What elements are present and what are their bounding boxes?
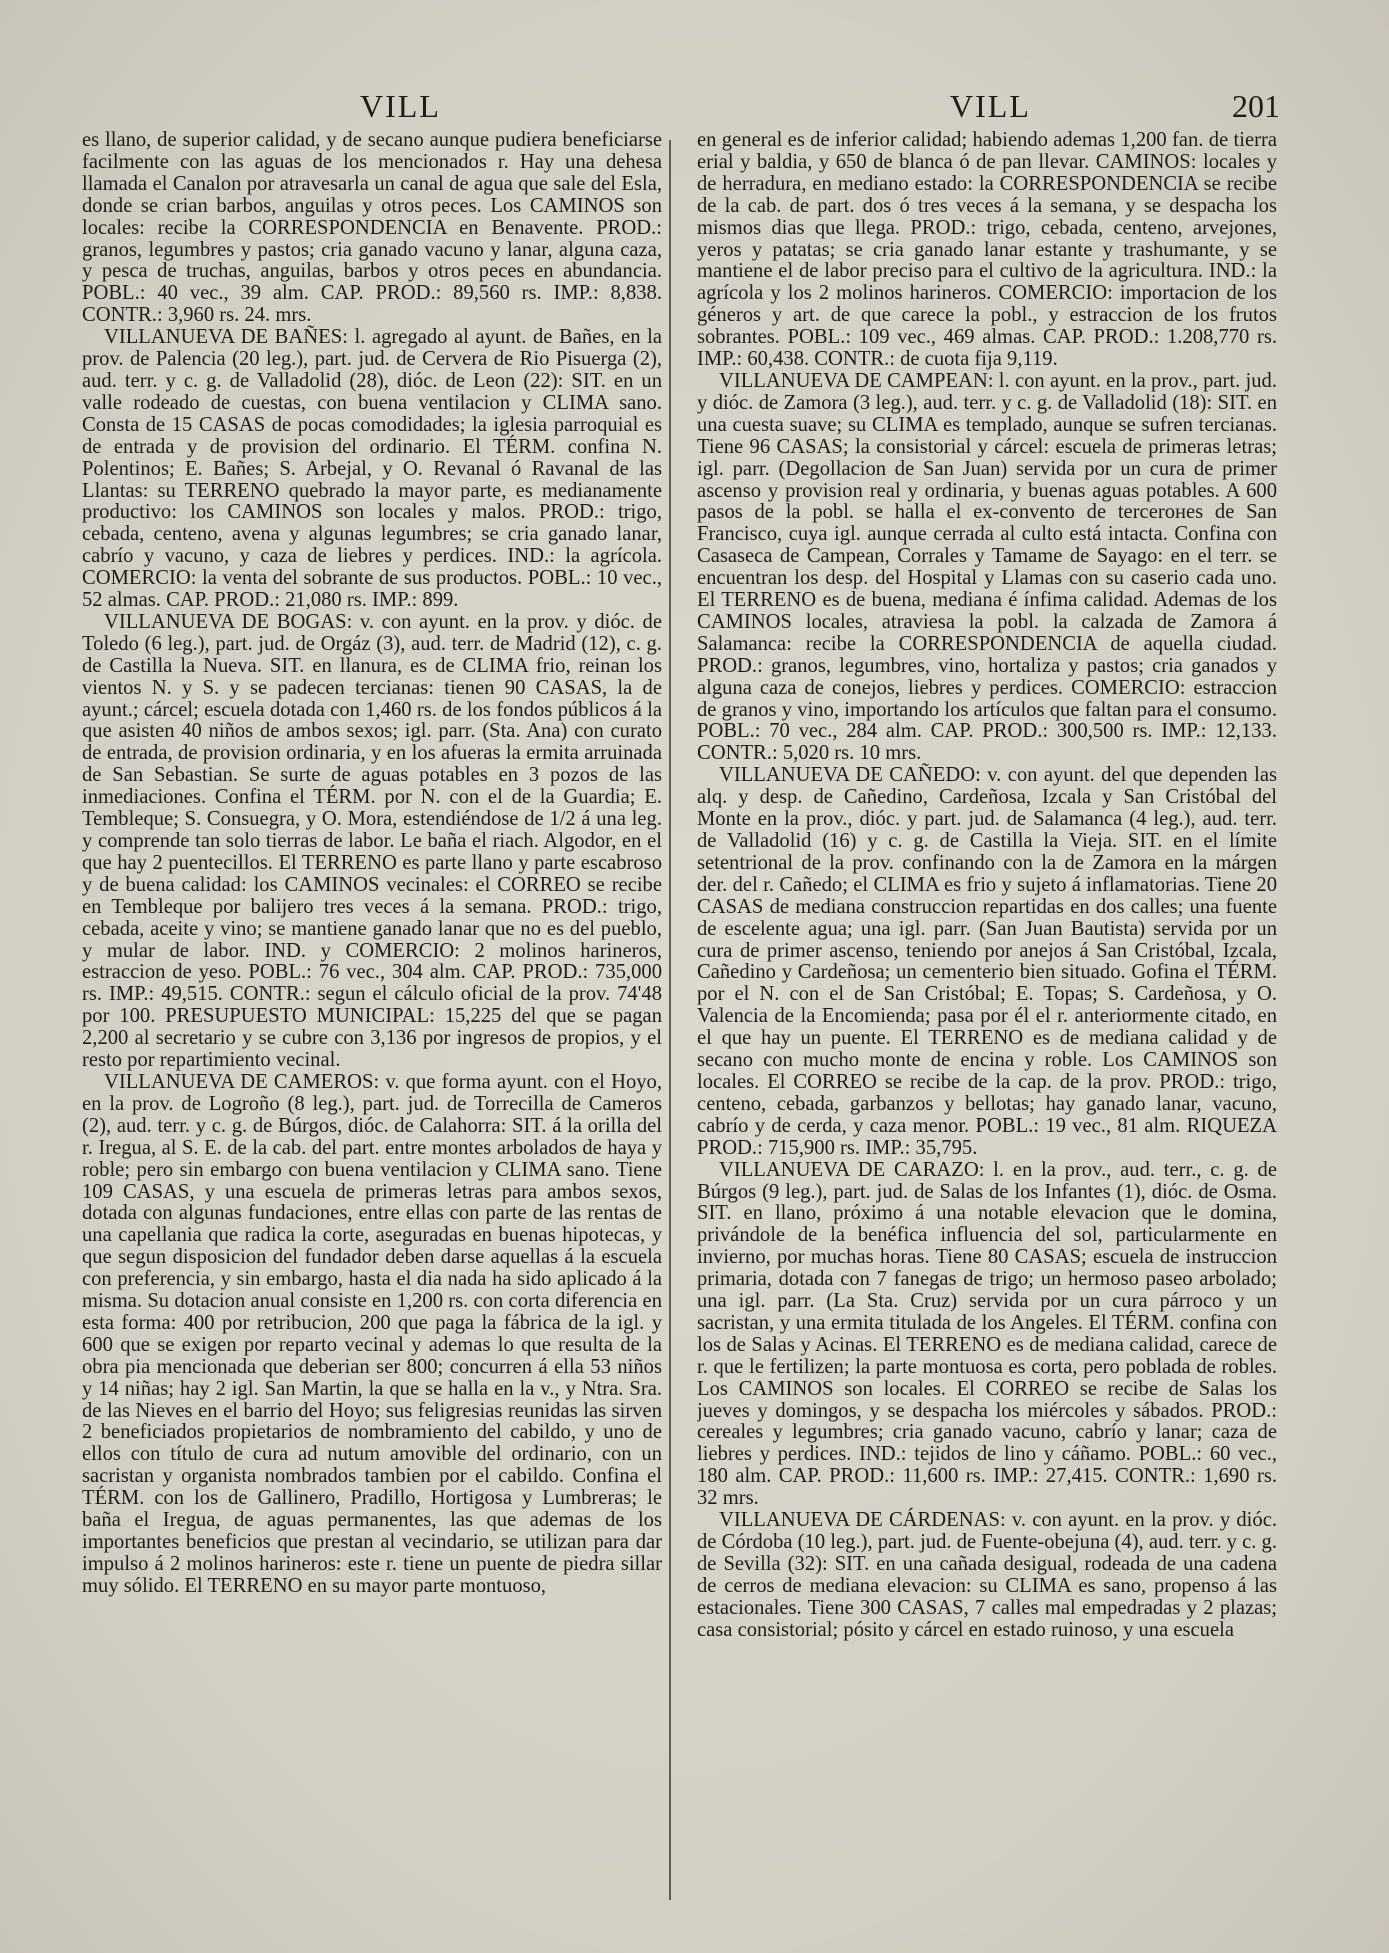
- entry-villanueva-de-banes: VILLANUEVA DE BAÑES: l. agregado al ayunt. de Bañes, en la prov. de Palencia (20 leg.), part. jud. de Cervera de Rio Pisuerga (2), aud. terr. y c. g. de Valladolid (28), dióc. de Leon (22): SIT. en un valle rodeado de cuestas, con buena ventilacion y CLIMA sano. Consta de 15 CASAS de pocas comodidades; la iglesia parroquial es de entrada y de provision del ordinario. El TÉRM. confina N. Polentinos; E. Bañes; S. Arbejal, y O. Revanal ó Ravanal de las Llantas: su TERRENO quebrado la mayor parte, es medianamente productivo: los CAMINOS son locales y malos. PROD.: trigo, cebada, centeno, avena y algunas legumbres; se cria ganado lanar, cabrío y vacuno, y caza de liebres y perdices. IND.: la agrícola. COMERCIO: la venta del sobrante de sus productos. POBL.: 10 vec., 52 almas. CAP. PROD.: 21,080 rs. IMP.: 899.: [82, 326, 662, 612]
- page-number: 201: [1232, 88, 1280, 124]
- page-header: [80, 88, 1280, 132]
- entry-villanueva-de-cardenas: VILLANUEVA DE CÁRDENAS: v. con ayunt. en la prov. y dióc. de Córdoba (10 leg.), part. jud. de Fuente-obejuna (4), aud. terr. y c. g. de Sevilla (32): SIT. en una cañada desigual, rodeada de una cadena de cerros de mediana elevacion: su CLIMA es sano, propenso á las estacionales. Tiene 300 CASAS, 7 calles mal empedradas y 2 plazas; casa consistorial; pósito y cárcel en estado ruinoso, y una escuela: [697, 1509, 1277, 1641]
- right-column: [697, 130, 1277, 1910]
- paragraph: es llano, de superior calidad, y de secano aunque pudiera beneficiarse facilmente con las aguas de los mencionados r. Hay una dehesa llamada el Canalon por atravesarla un canal de agua que sale del Esla, donde se crian barbos, anguilas y otros peces. Los CAMINOS son locales: recibe la CORRESPONDENCIA en Benavente. PROD.: granos, legumbres y pastos; cria ganado vacuno y lanar, alguna caza, y pesca de truchas, anguilas, barbos y otros peces en abundancia. POBL.: 40 vec., 39 alm. CAP. PROD.: 89,560 rs. IMP.: 8,838. CONTR.: 3,960 rs. 24. mrs.: [82, 130, 662, 327]
- paragraph: en general es de inferior calidad; habiendo ademas 1,200 fan. de tierra erial y baldia, y 650 de blanca ó de pan llevar. CAMINOS: locales y de herradura, en mediano estado: la CORRESPONDENCIA se recibe de la cab. de part. dos ó tres veces á la semana, y se despacha los mismos dias que llega. PROD.: trigo, cebada, centeno, arvejones, yeros y patatas; se cria ganado lanar estante y trashumante, y se mantiene el de labor preciso para el cultivo de la agricultura. IND.: la agrícola y los 2 molinos harineros. COMERCIO: importacion de los géneros y art. de que carece la pobl., y estraccion de los frutos sobrantes. POBL.: 109 vec., 469 almas. CAP. PROD.: 1.208,770 rs. IMP.: 60,438. CONTR.: de cuota fija 9,119.: [697, 130, 1277, 371]
- running-head-left: VILL: [360, 88, 441, 124]
- entry-villanueva-de-carazo: VILLANUEVA DE CARAZO: l. en la prov., aud. terr., c. g. de Búrgos (9 leg.), part. jud. de Salas de los Infantes (1), dióc. de Osma. SIT. en llano, próximo á una notable elevacion que le domina, privándole de la benéfica influencia del sol, particularmente en invierno, por muchas horas. Tiene 80 CASAS; escuela de instruccion primaria, dotada con 7 fanegas de trigo; un hermoso paseo arbolado; una igl. parr. (La Sta. Cruz) servida por un cura párroco y un sacristan, y una ermita titulada de los Angeles. El TÉRM. confina con los de Salas y Acinas. El TERRENO es de mediana calidad, carece de r. que le fertilizen; la parte montuosa es corta, pero poblada de robles. Los CAMINOS son locales. El CORREO se recibe de Salas los jueves y domingos, y se despacha los miércoles y sábados. PROD.: cereales y legumbres; cria ganado vacuno, cabrío y lanar; caza de liebres y perdices. IND.: tejidos de lino y cáñamo. POBL.: 60 vec., 180 alm. CAP. PROD.: 11,600 rs. IMP.: 27,415. CONTR.: 1,690 rs. 32 mrs.: [697, 1158, 1277, 1510]
- entry-villanueva-de-campean: VILLANUEVA DE CAMPEAN: l. con ayunt. en la prov., part. jud. y dióc. de Zamora (3 leg.), aud. terr. y c. g. de Valladolid (18): SIT. en una cuesta suave; su CLIMA es templado, aunque se sufren tercianas. Tiene 96 CASAS; la consistorial y cárcel: escuela de primeras letras; igl. parr. (Degollacion de San Juan) servida por un cura de primer ascenso y provision real y ordinaria, y buenas aguas potables. A 600 pasos de la pobl. se halla el ex-convento de terceroнes de San Francisco, cuya igl. aunque cerrada al culto está intacta. Confina con Casaseca de Campean, Corrales y Tamame de Sayago: en el terr. se encuentran los desp. del Hospital y Llamas con su caserio cada uno. El TERRENO es de buena, mediana é ínfima calidad. Ademas de los CAMINOS locales, atraviesa la pobl. la calzada de Zamora á Salamanca: recibe la CORRESPONDENCIA de aquella ciudad. PROD.: granos, legumbres, vino, hortaliza y pastos; cria ganados y alguna caza de conejos, liebres y perdices. COMERCIO: estraccion de granos y vino, importando los artículos que faltan para el consumo. POBL.: 70 vec., 284 alm. CAP. PROD.: 300,500 rs. IMP.: 12,133. CONTR.: 5,020 rs. 10 mrs.: [697, 369, 1277, 765]
- running-head-right: VILL: [950, 88, 1031, 124]
- left-column: [82, 130, 662, 1910]
- entry-villanueva-de-bogas: VILLANUEVA DE BOGAS: v. con ayunt. en la prov. y dióc. de Toledo (6 leg.), part. jud. de Orgáz (3), aud. terr. de Madrid (12), c. g. de Castilla la Nueva. SIT. en llanura, es de CLIMA frio, reinan los vientos N. y S. y se padecen tercianas: tienen 90 CASAS, la de ayunt.; cárcel; escuela dotada con 1,460 rs. de los fondos públicos á la que asisten 40 niños de ambos sexos; igl. parr. (Sta. Ana) con curato de entrada, de provision ordinaria, y en los afueras la ermita arruinada de San Sebastian. Se surte de aguas potables en 3 pozos de las inmediaciones. Confina el TÉRM. por N. con el de la Guardia; E. Tembleque; S. Consuegra, y O. Mora, estendiéndose de 1/2 á una leg. y comprende tan solo tierras de labor. Le baña el riach. Algodor, en el que hay 2 puentecillos. El TERRENO es parte llano y parte escabroso y de buena calidad: los CAMINOS vecinales: el CORREO se recibe en Tembleque por balijero tres veces á la semana. PROD.: trigo, cebada, aceite y vino; se mantiene ganado lanar que no es del pueblo, y mular de labor. IND. y COMERCIO: 2 molinos harineros, estraccion de yeso. POBL.: 76 vec., 304 alm. CAP. PROD.: 735,000 rs. IMP.: 49,515. CONTR.: segun el cálculo oficial de la prov. 74'48 por 100. PRESUPUESTO MUNICIPAL: 15,225 del que se pagan 2,200 al secretario y se cubre con 3,136 por ingresos de propios, y el resto por repartimiento vecinal.: [82, 610, 662, 1072]
- entry-villanueva-de-cameros: VILLANUEVA DE CAMEROS: v. que forma ayunt. con el Hoyo, en la prov. de Logroño (8 leg.), part. jud. de Torrecilla de Cameros (2), aud. terr. y c. g. de Búrgos, dióc. de Calahorra: SIT. á la orilla del r. Iregua, al S. E. de la cab. del part. entre montes arbolados de haya y roble; pero sin embargo con buena ventilacion y CLIMA sano. Tiene 109 CASAS, y una escuela de primeras letras para ambos sexos, dotada con algunas fundaciones, entre ellas con parte de las rentas de una capellania que radica la corte, aseguradas en buenas hipotecas, y que segun disposicion del fundador deben darse aquellas á la escuela con preferencia, y sin embargo, hasta el dia nada ha sido aplicado á la misma. Su dotacion anual consiste en 1,200 rs. con corta diferencia en esta forma: 400 por retribucion, 200 que paga la fábrica de la igl. y 600 que se exigen por reparto vecinal y ademas lo que resulta de la obra pia mencionada que deberian ser 800; concurren á ella 53 niños y 14 niñas; hay 2 igl. San Martin, la que se halla en la v., y Ntra. Sra. de las Nieves en el barrio del Hoyo; sus feligresias reunidas las sirven 2 beneficiados propietarios de nombramiento del cabildo, y uno de ellos con título de cura ad nutum amovible del ordinario, con un sacristan y organista nombrados tambien por el cabildo. Confina el TÉRM. con los de Gallinero, Pradillo, Hortigosa y Lumbreras; le baña el Iregua, de aguas permanentes, las que ademas de los importantes beneficios que prestan al vecindario, se utilizan para dar impulso á 2 molinos harineros: este r. tiene un puente de piedra sillar muy sólido. El TERRENO en su mayor parte montuoso,: [82, 1070, 662, 1597]
- entry-villanueva-de-canedo: VILLANUEVA DE CAÑEDO: v. con ayunt. del que dependen las alq. y desp. de Cañedino, Cardeñosa, Izcala y San Cristóbal del Monte en la prov., dióc. y part. jud. de Salamanca (4 leg.), aud. terr. de Valladolid (16) y c. g. de Castilla la Vieja. SIT. en el límite setentrional de la prov. confinando con la de Zamora en la márgen der. del r. Cañedo; el CLIMA es frio y sujeto á inflamatorias. Tiene 20 CASAS de mediana construccion repartidas en dos calles; una fuente de escelente agua; una igl. parr. (San Juan Bautista) servida por un cura de primer ascenso, teniendo por anejos á San Cristóbal, Izcala, Cañedino y Cardeñosa; un cementerio bien situado. Gofina el TÉRM. por el N. con el de San Cristóbal; E. Topas; S. Cardeñosa, y O. Valencia de la Encomienda; pasa por él el r. anteriormente citado, en el que hay un puente. El TERRENO es de mediana calidad y de secano con mucho monte de encina y roble. Los CAMINOS son locales. El CORREO se recibe de la cap. de la prov. PROD.: trigo, centeno, cebada, garbanzos y bellotas; hay ganado lanar, vacuno, cabrío y de cerda, y caza menor. POBL.: 19 vec., 81 alm. RIQUEZA PROD.: 715,900 rs. IMP.: 35,795.: [697, 764, 1277, 1159]
- column-divider: [669, 140, 671, 1900]
